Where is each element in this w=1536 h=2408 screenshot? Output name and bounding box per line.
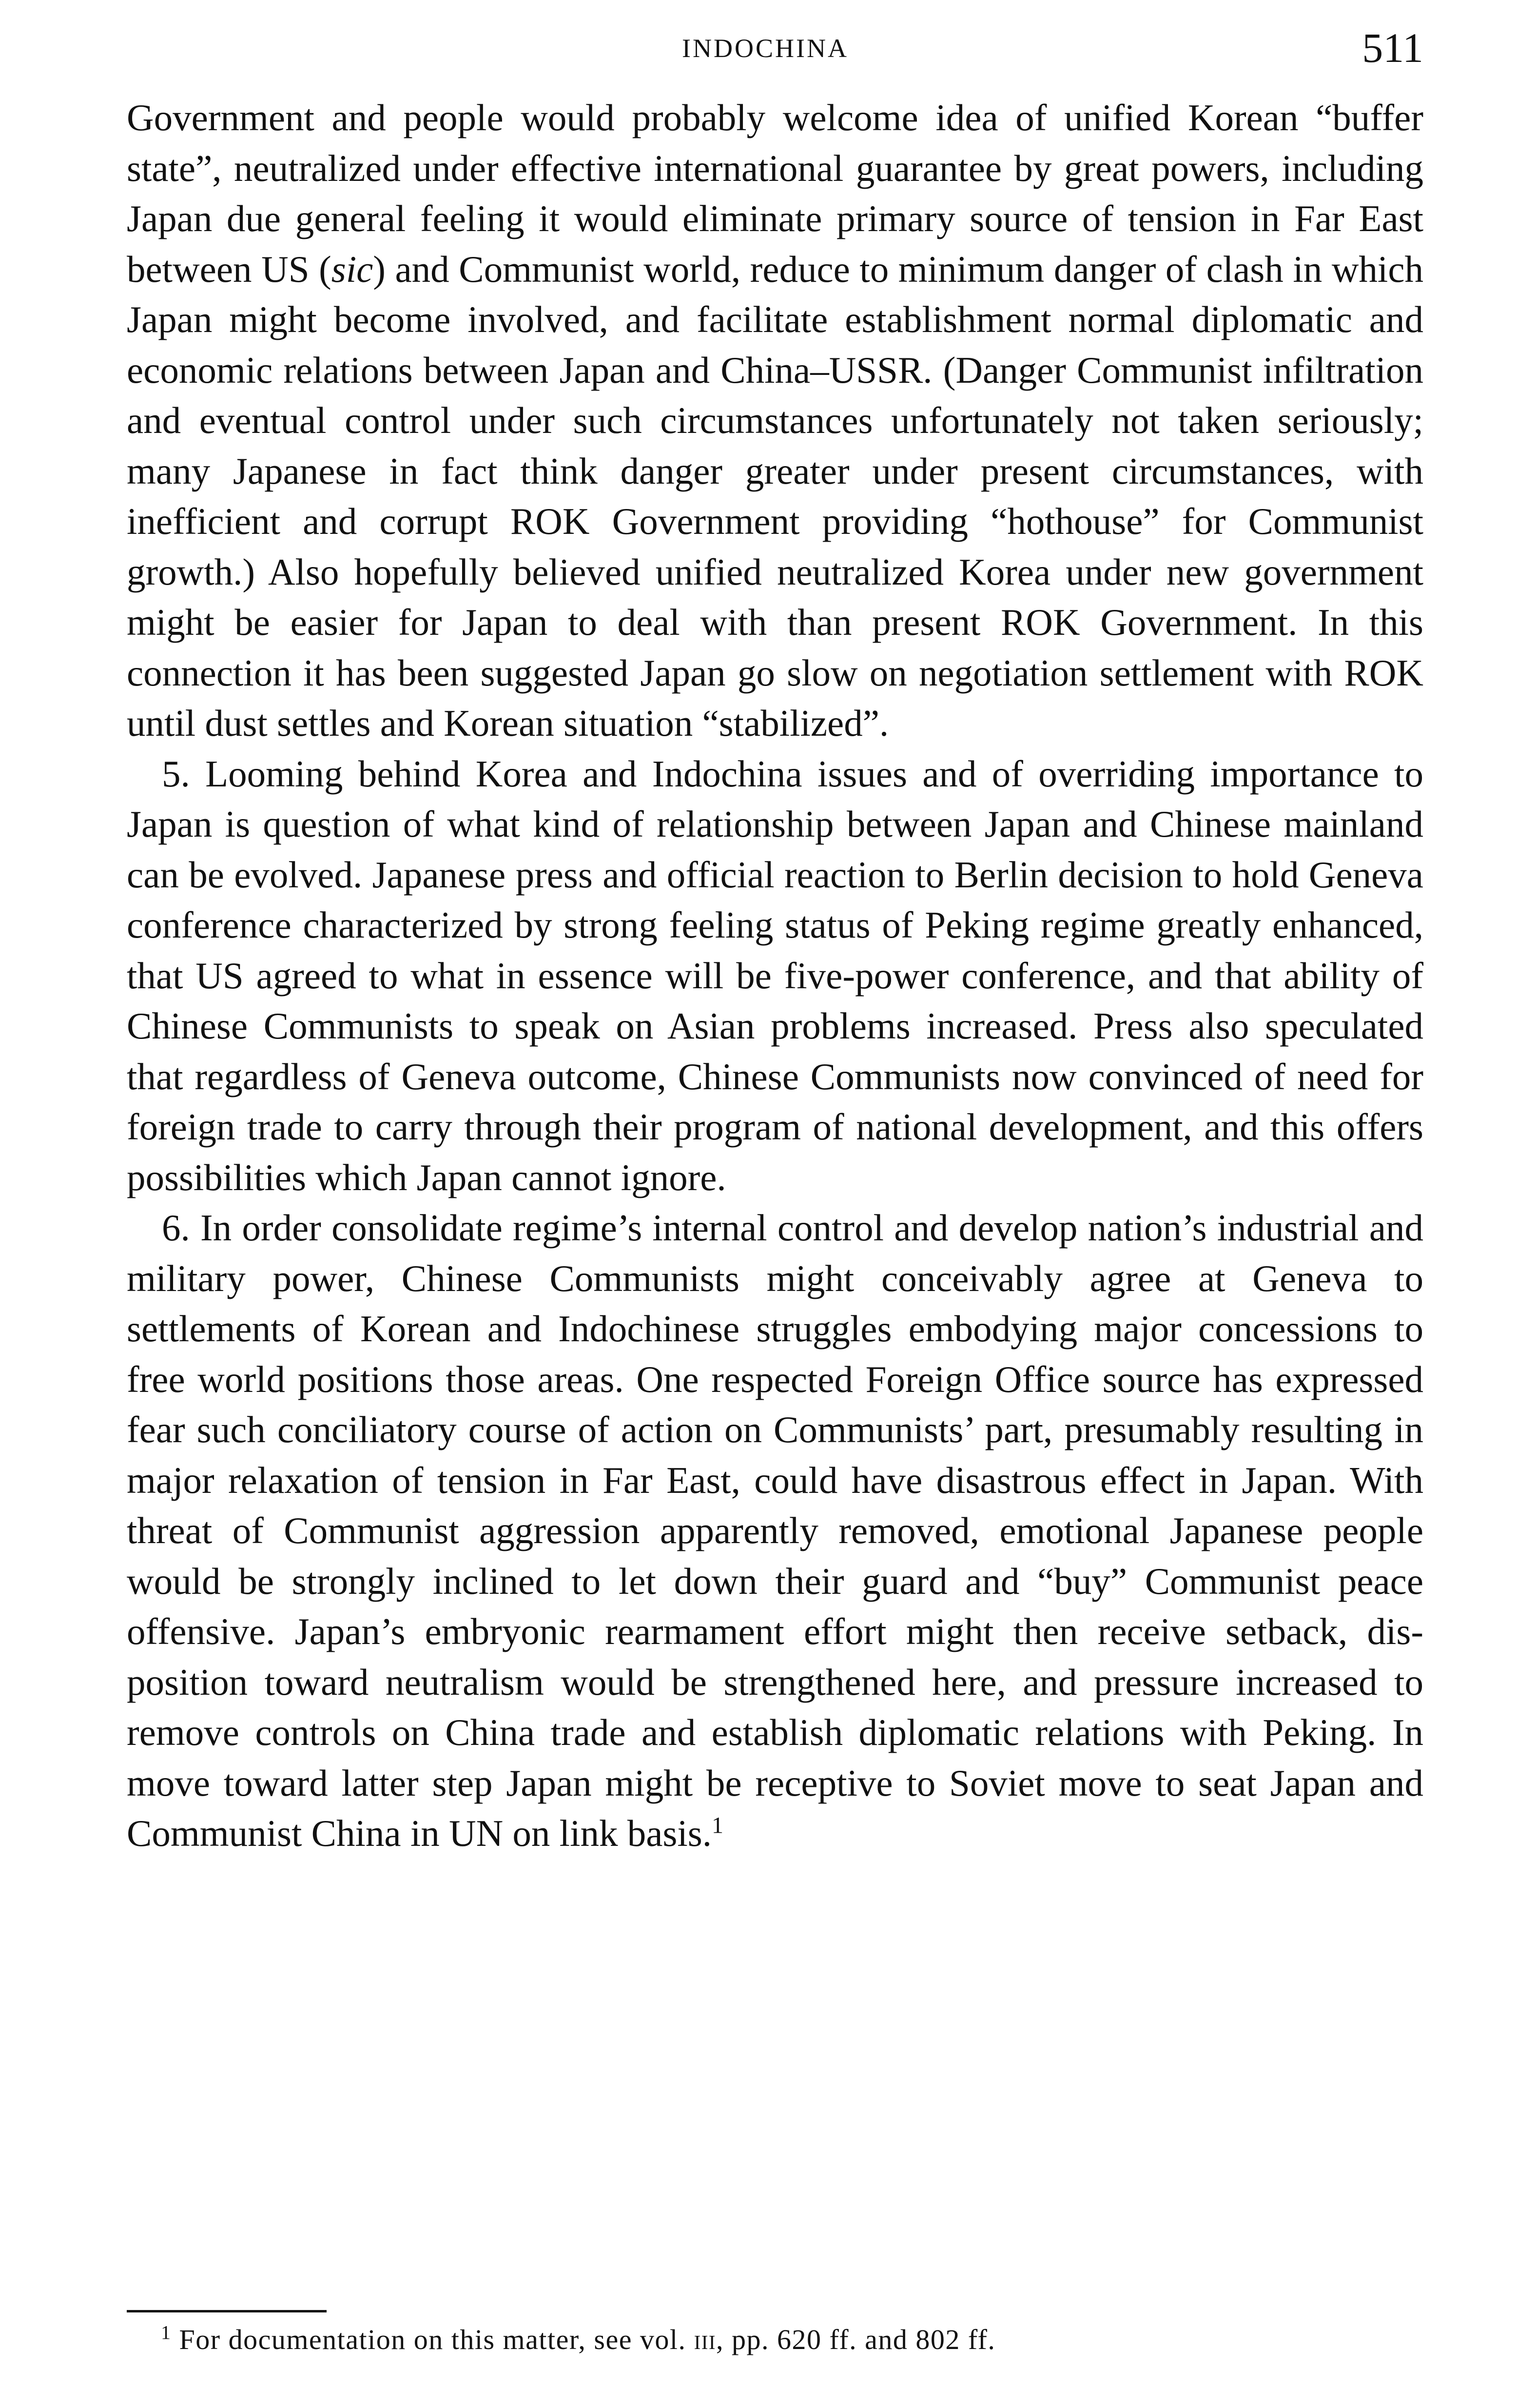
footnote-marker: 1 bbox=[161, 2321, 172, 2344]
sic-annotation: sic bbox=[331, 248, 373, 290]
paragraph-6 bbox=[127, 1203, 1423, 1859]
footnote bbox=[161, 2323, 995, 2356]
body-text bbox=[127, 93, 1423, 1859]
footnote-rule bbox=[127, 2310, 327, 2312]
paragraph-text: Government and people would probably welcome idea of unified Korean “buffer state”, neutralized under effective international guarantee by great powers, including Japan due general feeling it would eliminate primary source of tension in Far East between US ( bbox=[127, 97, 1423, 290]
running-title: INDOCHINA bbox=[682, 34, 849, 63]
paragraph-text: 6. In order consolidate regime’s internal control and develop nation’s industrial and military power, Chinese Communists might conceivably agree at Geneva to settlements of Korean and Indochinese struggles embodying major concessions to free world positions those areas. One respected Foreign Office source has expressed fear such conciliatory course of action on Communists’ part, presumably resulting in major relaxation of tension in Far East, could have disastrous effect in Japan. With threat of Communist aggression apparently removed, emotional Japanese people would be strongly inclined to let down their guard and “buy” Communist peace offensive. Japan’s embryonic rearmament effort might then receive setback, disposition toward neutralism would be strengthened here, and pressure increased to remove controls on China trade and establish diplomatic relations with Peking. In move toward latter step Japan might be receptive to Soviet move to seat Japan and Communist China in UN on link basis. bbox=[127, 1207, 1423, 1854]
footnote-reference: 1 bbox=[711, 1812, 723, 1839]
paragraph-5: 5. Looming behind Korea and Indochina issues and of overriding importance to Japan is question of what kind of relationship between Japan and Chinese mainland can be evolved. Japanese press and official reaction to Berlin decision to hold Geneva conference characterized by strong feeling status of Peking regime greatly enhanced, that US agreed to what in essence will be five-power conference, and that ability of Chinese Communists to speak on Asian problems increased. Press also speculated that regardless of Geneva outcome, Chinese Communists now convinced of need for foreign trade to carry through their program of national development, and this offers possibilities which Japan cannot ignore. bbox=[127, 752, 1423, 1198]
footnote-text-pages: , pp. 620 ff. and 802 ff. bbox=[716, 2324, 996, 2355]
paragraph-text: ) and Communist world, reduce to minimum danger of clash in which Japan might become involved, and facilitate establishment normal diplomatic and economic relations between Japan and China–USSR. (Danger Communist infiltration and eventual control under such circumstances unfortunately not taken seriously; many Japanese in fact think danger greater under present circumstances, with inefficient and corrupt ROK Government providing “hothouse” for Communist growth.) Also hopefully believed unified neutralized Korea under new government might be easier for Japan to deal with than present ROK Government. In this connection it has been suggested Japan go slow on negotiation settlement with ROK until dust settles and Korean situation “stabilized”. bbox=[127, 248, 1423, 744]
paragraph-korea-buffer-state bbox=[127, 93, 1423, 749]
running-head bbox=[127, 23, 1423, 82]
footnote-volume: iii bbox=[694, 2324, 717, 2355]
footnote-text: For documentation on this matter, see vol. bbox=[179, 2324, 694, 2355]
page-number: 511 bbox=[1362, 24, 1423, 71]
